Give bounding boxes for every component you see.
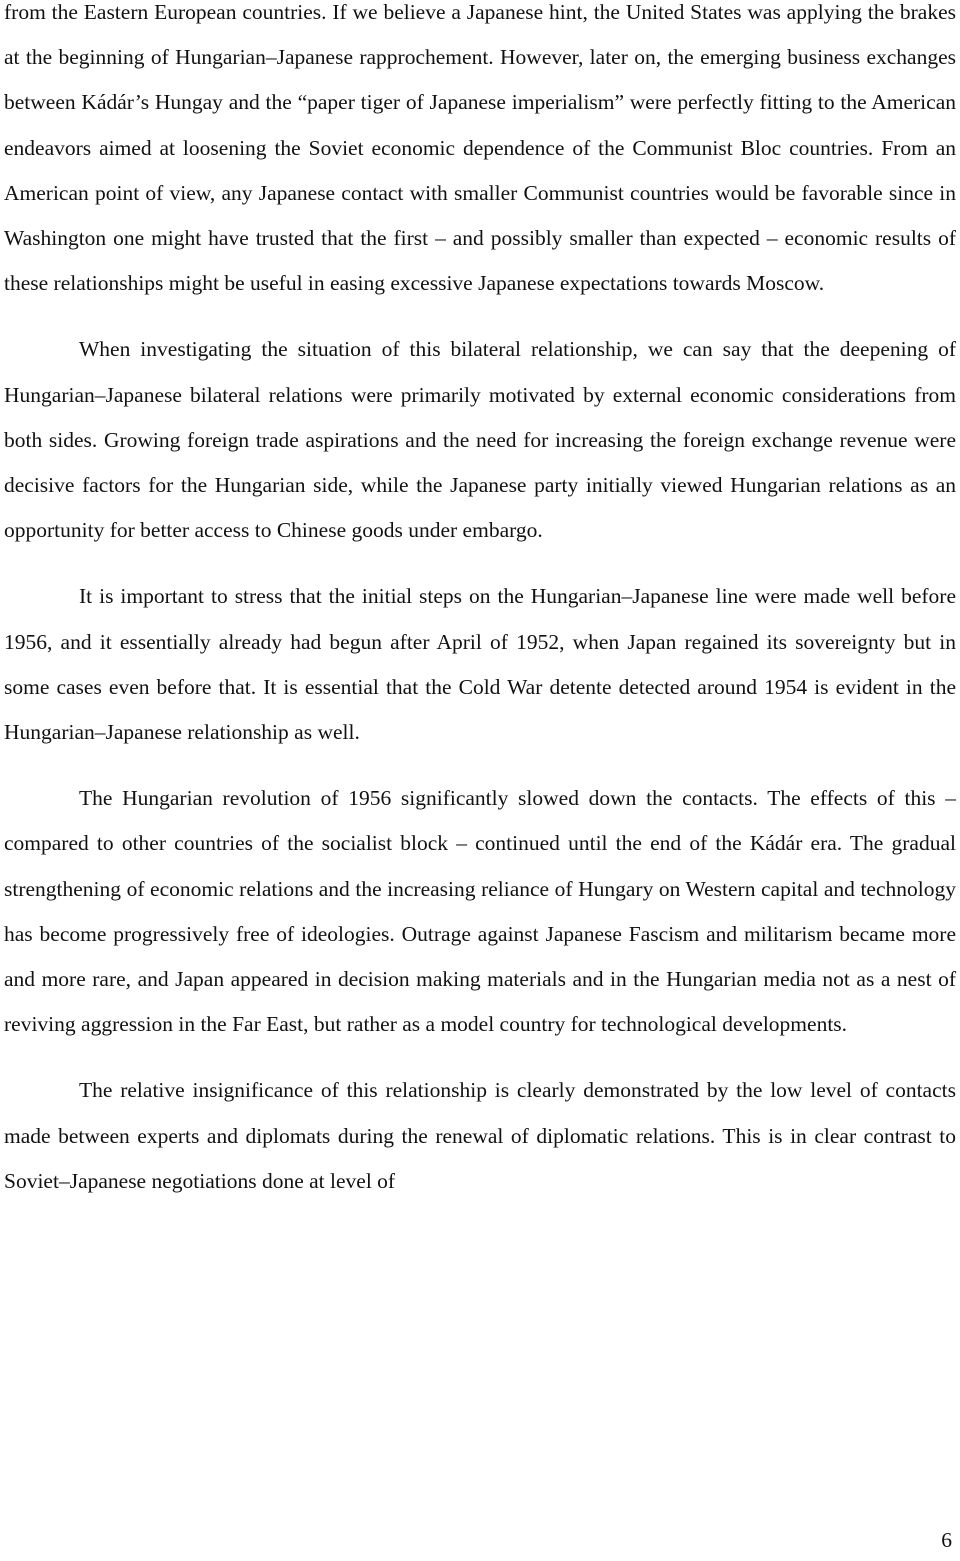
paragraph-revolution-1956: The Hungarian revolution of 1956 significantly slowed down the contacts. The effects of this – compared to other countries of the socialist block – continued until the end of the Kádár era. The gradual strengthening of economic relations and the increasing reliance of Hungary on Western capital and technology has become progressively free of ideologies. Outrage against Japanese Fascism and militarism became more and more rare, and Japan appeared in decision making materials and in the Hungarian media not as a nest of reviving aggression in the Far East, but rather as a model country for technological developments. xyxy=(4,786,956,1037)
page-number: 6 xyxy=(941,1528,952,1552)
paragraph-bilateral-relationship: When investigating the situation of this bilateral relationship, we can say that the deepening of Hungarian–Japanese bilateral relations were primarily motivated by external economic considerations from both sides. Growing foreign trade aspirations and the need for increasing the foreign exchange revenue were decisive factors for the Hungarian side, while the Japanese party initially viewed Hungarian relations as an opportunity for better access to Chinese goods under embargo. xyxy=(4,337,956,543)
paragraph-relative-insignificance: The relative insignificance of this relationship is clearly demonstrated by the low level of contacts made between experts and diplomats during the renewal of diplomatic relations. This is in clear contrast to Soviet–Japanese negotiations done at level of xyxy=(4,1078,956,1193)
body-text xyxy=(4,0,956,1225)
paragraph-initial-steps: It is important to stress that the initial steps on the Hungarian–Japanese line were made well before 1956, and it essentially already had begun after April of 1952, when Japan regained its sovereignty but in some cases even before that. It is essential that the Cold War detente detected around 1954 is evident in the Hungarian–Japanese relationship as well. xyxy=(4,584,956,745)
paragraph-continued: from the Eastern European countries. If we believe a Japanese hint, the United States was applying the brakes at the beginning of Hungarian–Japanese rapprochement. However, later on, the emerging business exchanges between Kádár’s Hungay and the “paper tiger of Japanese imperialism” were perfectly fitting to the American endeavors aimed at loosening the Soviet economic dependence of the Communist Bloc countries. From an American point of view, any Japanese contact with smaller Communist countries would be favorable since in Washington one might have trusted that the first – and possibly smaller than expected – economic results of these relationships might be useful in easing excessive Japanese expectations towards Moscow. xyxy=(4,0,956,296)
